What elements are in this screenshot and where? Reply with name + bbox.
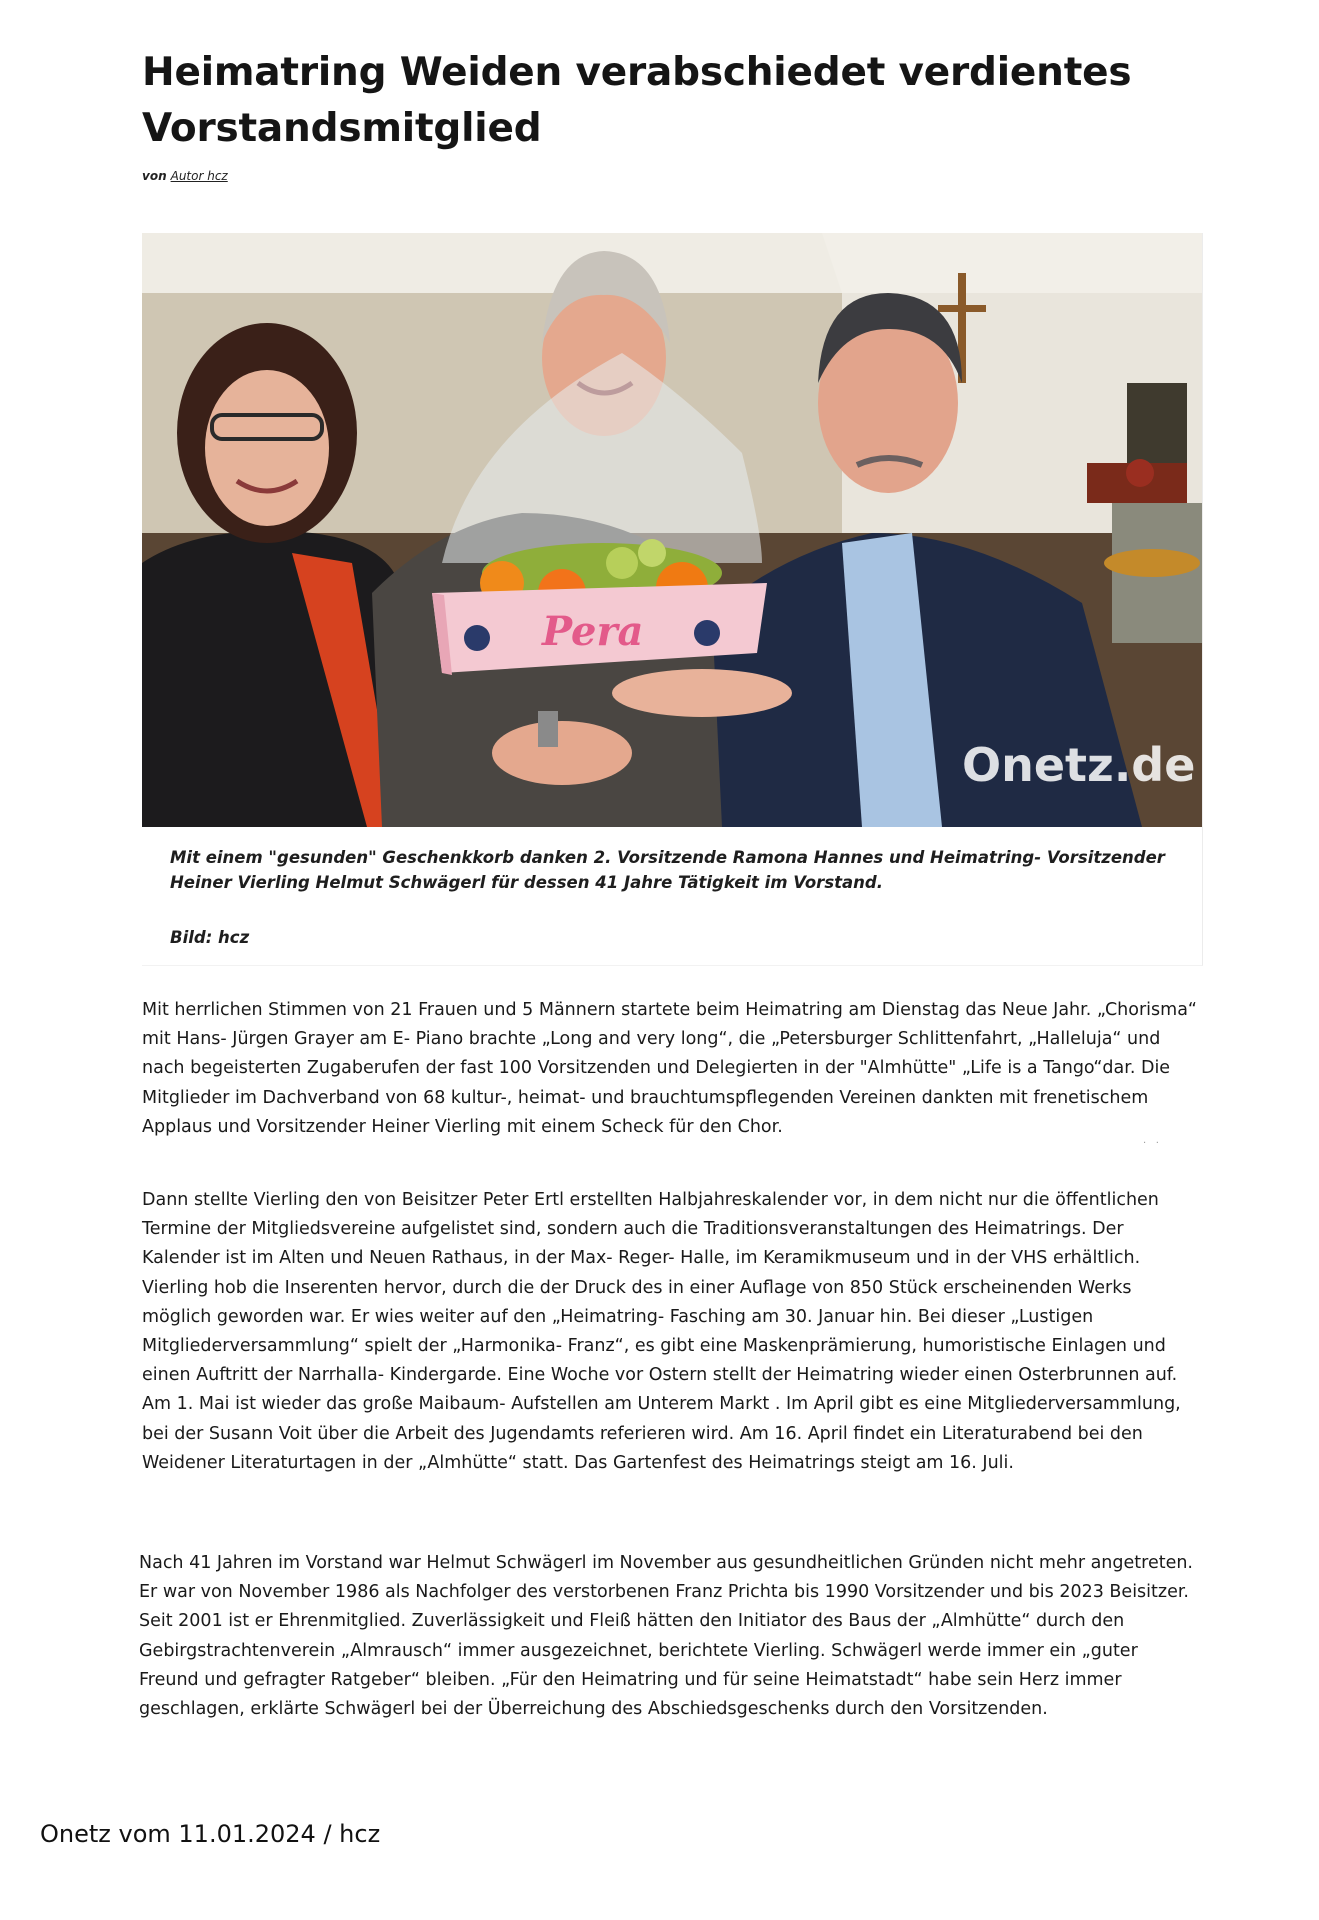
photo-caption: Mit einem "gesunden" Geschenkkorb danken 2. Vorsitzende Ramona Hannes und Heimatring- Vorsitzender Heiner Vierling Helmut Schwägerl für dessen 41 Jahre Tätigkeit im Vorstand. — [170, 848, 1165, 892]
photo-watermark: Onetz.de — [962, 738, 1196, 792]
source-footer: Onetz vom 11.01.2024 / hcz — [40, 1820, 381, 1848]
photo-credit: Bild: hcz — [170, 928, 250, 947]
article-title: Heimatring Weiden verabschiedet verdientes Vorstandsmitglied — [142, 50, 1132, 151]
paragraph-3: Nach 41 Jahren im Vorstand war Helmut Schwägerl im November aus gesundheitlichen Gründen nicht mehr angetreten. Er war von November 1986 als Nachfolger des verstorbenen Franz Prichta bis 1990 Vorsitzender und bis 2023 Beisitzer. Seit 2001 ist er Ehrenmitglied. Zuverlässigkeit und Fleiß hätten den Initiator des Baus der „Almhütte“ durch den Gebirgstrachtenverein „Almrausch“ immer ausgezeichnet, berichtete Vierling. Schwägerl werde immer ein „guter Freund und gefragter Ratgeber“ bleiben. „Für den Heimatring und für seine Heimatstadt“ habe sein Herz immer geschlagen, erklärte Schwägerl bei der Überreichung des Abschiedsgeschenks durch den Vorsitzenden. — [139, 1553, 1193, 1720]
photo-illustration — [142, 233, 1202, 827]
paragraph-2: Dann stellte Vierling den von Beisitzer Peter Ertl erstellten Halbjahreskalender vor, in dem nicht nur die öffentlichen Termine der Mitgliedsvereine aufgelistet sind, sondern auch die Traditionsveranstaltungen des Heimatrings. Der Kalender ist im Alten und Neuen Rathaus, in der Max- Reger- Halle, im Keramikmuseum und in der VHS erhältlich. Vierling hob die Inserenten hervor, durch die der Druck des in einer Auflage von 850 Stück erscheinenden Werks möglich geworden war. Er wies weiter auf den „Heimatring- Fasching am 30. Januar hin. Bei dieser „Lustigen Mitgliederversammlung“ spielt der „Harmonika- Franz“, es gibt eine Maskenprämierung, humoristische Einlagen und einen Auftritt der Narrhalla- Kindergarde. Eine Woche vor Ostern stellt der Heimatring wieder einen Osterbrunnen auf. Am 1. Mai ist wieder das große Maibaum- Aufstellen am Unterem Markt . Im April gibt es eine Mitgliederversammlung, bei der Susann Voit über die Arbeit des Jugendamts referieren wird. Am 16. April findet ein Literaturabend bei den Weidener Literaturtagen in der „Almhütte“ statt. Das Gartenfest des Heimatrings steigt am 16. Juli. — [142, 1190, 1181, 1473]
byline — [142, 169, 1202, 183]
article-header — [142, 45, 1202, 183]
author-link[interactable]: Autor hcz — [170, 169, 228, 183]
article-photo — [142, 233, 1202, 827]
separator-dots: · · — [1143, 1138, 1159, 1149]
basket-label: Pera — [542, 608, 644, 655]
article-figure — [142, 233, 1203, 966]
paragraph-1: Mit herrlichen Stimmen von 21 Frauen und 5 Männern startete beim Heimatring am Dienstag das Neue Jahr. „Chorisma“ mit Hans- Jürgen Grayer am E- Piano brachte „Long and very long“, die „Petersburger Schlittenfahrt, „Halleluja“ und nach begeisterten Zugaberufen der fast 100 Vorsitzenden und Delegierten in der "Almhütte" „Life is a Tango“dar. Die Mitglieder im Dachverband von 68 kultur-, heimat- und brauchtumspflegenden Vereinen dankten mit frenetischem Applaus und Vorsitzender Heiner Vierling mit einem Scheck für den Chor. — [142, 1000, 1197, 1137]
byline-prefix: von — [142, 169, 167, 183]
